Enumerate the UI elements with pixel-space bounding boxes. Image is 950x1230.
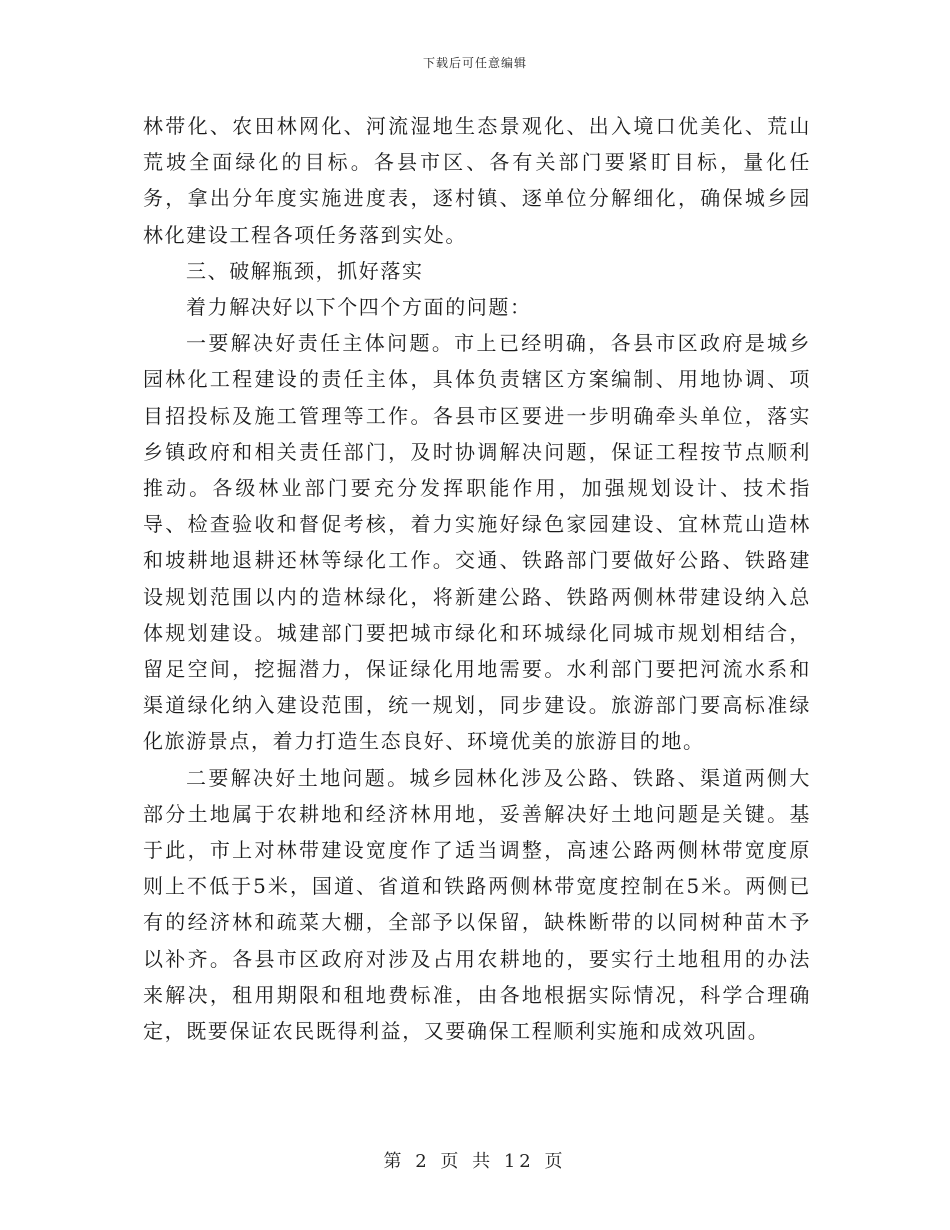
paragraph-responsibility: 一要解决好责任主体问题。市上已经明确，各县市区政府是城乡园林化工程建设的责任主体，具体负责辖区方案编制、用地协调、项目招投标及施工管理等工作。各县市区要进一步明确牵头单位，落实乡镇政府和相关责任部门，及时协调解决问题，保证工程按节点顺利推动。各级林业部门要充分发挥职能作用，加强规划设计、技术指导、检查验收和督促考核，着力实施好绿色家园建设、宜林荒山造林和坡耕地退耕还林等绿化工作。交通、铁路部门要做好公路、铁路建设规划范围以内的造林绿化，将新建公路、铁路两侧林带建设纳入总体规划建设。城建部门要把城市绿化和环城绿化同城市规划相结合，留足空间，挖掘潜力，保证绿化用地需要。水利部门要把河流水系和渠道绿化纳入建设范围，统一规划，同步建设。旅游部门要高标准绿化旅游景点，着力打造生态良好、环境优美的旅游目的地。 <box>143 331 811 754</box>
page-header: 下载后可任意编辑 <box>422 56 527 70</box>
page-number: 第 2 页 共 12 页 <box>383 1151 567 1172</box>
section-heading: 三、破解瓶颈，抓好落实 <box>186 258 424 283</box>
document-body <box>143 108 811 1049</box>
paragraph-intro: 着力解决好以下个四个方面的问题： <box>186 295 532 320</box>
paragraph-land: 二要解决好土地问题。城乡园林化涉及公路、铁路、渠道两侧大部分土地属于农耕地和经济林用地，妥善解决好土地问题是关键。基于此，市上对林带建设宽度作了适当调整，高速公路两侧林带宽度原则上不低于5米，国道、省道和铁路两侧林带宽度控制在5米。两侧已有的经济林和疏菜大棚，全部予以保留，缺株断带的以同树种苗木予以补齐。各县市区政府对涉及占用农耕地的，要实行土地租用的办法来解决，租用期限和租地费标准，由各地根据实际情况，科学合理确定，既要保证农民既得利益，又要确保工程顺利实施和成效巩固。 <box>143 765 811 1044</box>
paragraph-continuation: 林带化、农田林网化、河流湿地生态景观化、出入境口优美化、荒山荒坡全面绿化的目标。各县市区、各有关部门要紧盯目标，量化任务，拿出分年度实施进度表，逐村镇、逐单位分解细化，确保城乡园林化建设工程各项任务落到实处。 <box>143 114 811 247</box>
